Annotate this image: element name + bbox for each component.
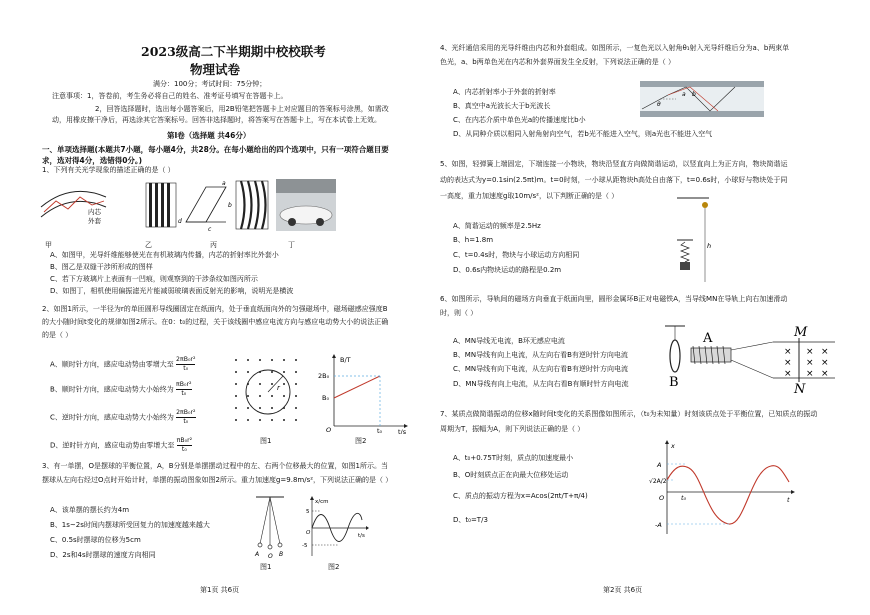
field-dot xyxy=(283,395,285,397)
q2-fig2-caption: 图2 xyxy=(355,437,367,445)
q5-h-label: h xyxy=(707,242,712,250)
field-dot xyxy=(271,359,273,361)
q4-option-a: A、内芯折射率小于外套的折射率 xyxy=(453,88,556,96)
q3-option-d: D、2s和4s时摆球的速度方向相同 xyxy=(50,551,156,559)
q2-option-b-num: πB₀r² xyxy=(176,381,192,388)
q7-sqrt2-label: √2A/2 xyxy=(649,478,667,485)
q3-stem-2: 摆球从左向右经过O点时开始计时，单摆的振动图象如图2所示。重力加速度g=9.8m/s²，下列说法正确的是（ ） xyxy=(42,476,393,484)
q7-t-label: t xyxy=(787,496,790,504)
q2-option-a-num: 2πB₀r² xyxy=(176,356,196,363)
field-dot xyxy=(271,407,273,409)
q7-option-b: B、O时刻质点正在向最大位移处运动 xyxy=(453,471,569,479)
field-dot xyxy=(235,359,237,361)
curved-fringe-figure xyxy=(236,181,268,229)
q2-option-d-label: D、逆时针方向，感应电动势由零增大至 xyxy=(50,441,175,450)
field-dot xyxy=(295,419,297,421)
q7-stem-2: 周期为T，振幅为A，则下列说法正确的是（ ） xyxy=(440,425,585,433)
q2-stem-2: 的大小随时间t变化的规律如图2所示。在0：t₀的过程，关于该线圈中感应电流方向与感应电动势大小的说法正确 xyxy=(42,318,389,326)
q7-negA-label: -A xyxy=(655,521,662,529)
label-d: d xyxy=(178,218,182,225)
field-dot xyxy=(259,383,261,385)
q4-label-b: b xyxy=(692,91,696,98)
q2-option-c-num: 2πB₀r² xyxy=(176,409,196,416)
q3-option-b: B、1s~2s时间内摆球所受回复力的加速度越来越大 xyxy=(50,521,210,529)
q6-option-b: B、MN导线有向上电流，从左向右看B有逆时针方向电流 xyxy=(453,351,628,359)
exam-title: 2023级高二下半期期中校校联考 xyxy=(141,44,326,59)
fiber-figure xyxy=(41,191,106,225)
q4-stem-1: 4、光纤通信采用的光导纤维由内芯和外套组成。如图所示，一复色光以入射角θ₁射入光导纤维后分为a、b两束单 xyxy=(440,44,790,52)
q2-option-b xyxy=(50,381,192,398)
field-dot xyxy=(295,371,297,373)
exam-meta: 满分：100分；考试时间：75分钟； xyxy=(153,80,267,88)
q4-option-d: D、从同种介质以相同入射角射向空气，若b光不能进入空气，则a光也不能进入空气 xyxy=(453,130,713,138)
q3-fig1-caption: 图1 xyxy=(260,563,272,571)
cross: × xyxy=(821,358,829,368)
q6-option-a: A、MN导线无电流，B环无感应电流 xyxy=(453,337,565,345)
q7-x-label: x xyxy=(671,442,675,450)
q2-fig2-y-hi: 2B₀ xyxy=(318,372,330,380)
q5-option-c: C、t=0.4s时，物块与小球运动方向相同 xyxy=(453,251,580,259)
q3-fig2-origin: O xyxy=(306,530,311,536)
q3-figure-1 xyxy=(252,494,288,560)
q2-fig2-xlabel: t/s xyxy=(398,428,407,434)
q2-figure-1 xyxy=(228,352,308,432)
q1-option-d: D、如图丁，相机使用偏振滤光片能减弱玻璃表面反射光的影响，说明光是横波 xyxy=(50,287,294,295)
q1-caption-bing: 丙 xyxy=(210,241,217,249)
q1-stem: 1、下列有关光学现象的描述正确的是（ ） xyxy=(42,166,175,174)
q3-stem-1: 3、有一单摆，O是摆球的平衡位置，A，B分别是单摆摆动过程中的左、右两个位移最大的位置，如图1所示。当 xyxy=(42,462,389,470)
cross: × xyxy=(784,347,792,357)
q7-option-d: D、t₀=T/3 xyxy=(453,516,488,524)
cross: × xyxy=(821,347,829,357)
field-dot xyxy=(283,419,285,421)
q6-A-label: A xyxy=(703,331,713,346)
q7-option-c: C、质点的振动方程为x=Acos(2πt/T+π/4) xyxy=(453,492,588,500)
q2-option-b-fraction xyxy=(176,381,191,398)
q7-stem-1: 7、某质点做简谐振动的位移x随时间t变化的关系图像如图所示，（t₀为未知量）时刻该质点处于平衡位置，已知质点的振动 xyxy=(440,410,818,418)
q3-fig2-xlabel: t/s xyxy=(358,533,365,539)
field-dot xyxy=(235,371,237,373)
q2-option-d-num: πB₀r² xyxy=(176,437,193,444)
q1-caption-yi: 乙 xyxy=(145,241,152,249)
q3-fig1-O: O xyxy=(268,553,273,560)
q7-O-label: O xyxy=(659,494,665,502)
q2-option-b-label: B、顺时针方向，感应电动势大小始终为 xyxy=(50,385,174,394)
q6-B-label: B xyxy=(669,375,679,390)
field-dot xyxy=(271,395,273,397)
q3-fig1-B: B xyxy=(279,551,284,558)
field-dot xyxy=(259,359,261,361)
q2-stem-1: 2、如图1所示，一半径为r的单匝圆形导线圈固定在纸面内，处于垂直纸面向外的匀强磁场中，磁场磁感应强度B xyxy=(42,305,388,313)
cross: × xyxy=(784,358,792,368)
q6-M-label: M xyxy=(794,325,808,340)
q5-stem-1: 5、如图，轻弹簧上端固定，下端连接一小物块，物块沿竖直方向做简谐运动，以竖直向上为正方向，物块简谐运 xyxy=(440,160,788,168)
q3-sine-curve xyxy=(312,513,362,541)
label-b: b xyxy=(228,202,232,209)
field-dot xyxy=(247,407,249,409)
field-dot xyxy=(295,383,297,385)
car-photo xyxy=(276,179,336,231)
footer-left: 第1页 共6页 xyxy=(200,586,240,594)
field-dot xyxy=(271,383,273,385)
q3-fig2-caption: 图2 xyxy=(328,563,340,571)
q6-field-crosses xyxy=(784,347,829,379)
field-dot xyxy=(271,419,273,421)
q1-caption-ding: 丁 xyxy=(288,241,295,249)
note-1: 注意事项：1，答卷前，考生务必将自己的姓名、准考证号填写在答题卡上。 xyxy=(52,92,288,100)
q4-option-b: B、真空中a光波长大于b光波长 xyxy=(453,102,551,110)
field-dot xyxy=(235,419,237,421)
q2-fig2-x-tick: t₀ xyxy=(377,427,383,434)
field-dot xyxy=(259,395,261,397)
q1-option-c: C、若下方玻璃片上表面有一凹痕，则观察到的干涉条纹如图丙所示 xyxy=(50,275,258,283)
q7-figure xyxy=(645,440,795,536)
q2-fig2-ylabel: B/T xyxy=(340,356,351,364)
field-dot xyxy=(271,371,273,373)
fiber-outer-label: 外套 xyxy=(88,217,101,225)
cross: × xyxy=(784,369,792,379)
q2-option-b-den: t₀ xyxy=(181,390,187,397)
q5-option-a: A、简谐运动的频率是2.5Hz xyxy=(453,222,541,230)
q1-option-a: A、如图甲，光导纤维能够使光在有机玻璃内传播，内芯的折射率比外套小 xyxy=(50,251,279,259)
q4-stem-2: 色光，a、b两单色光在内芯和外套界面发生全反射，下列说法正确的是（ ） xyxy=(440,58,675,66)
field-dot xyxy=(235,407,237,409)
q2-option-c-label: C、逆时针方向，感应电动势大小始终为 xyxy=(50,413,174,422)
q3-fig1-A: A xyxy=(255,551,260,558)
field-dot xyxy=(247,395,249,397)
q3-fig2-y-hi: 5 xyxy=(306,509,310,515)
field-dot xyxy=(247,359,249,361)
q6-option-c: C、MN导线有向下电流，从左向右看B有逆时针方向电流 xyxy=(453,365,628,373)
q2-option-c xyxy=(50,409,196,426)
q2-fig2-y-lo: B₀ xyxy=(322,394,330,402)
q2-option-d xyxy=(50,437,192,454)
q7-A-label: A xyxy=(657,461,662,469)
q2-option-a xyxy=(50,356,195,373)
q6-figure xyxy=(663,320,839,394)
q3-figure-2 xyxy=(302,496,370,560)
page-right xyxy=(435,0,870,615)
field-dot xyxy=(247,371,249,373)
q5-figure xyxy=(675,196,715,292)
q2-figure-2 xyxy=(318,354,410,434)
section-a-line1: 一、单项选择题(本题共7小题，每小题4分，共28分。在每小题给出的四个选项中，只有一项符合题目要 xyxy=(42,145,389,154)
q5-stem-2: 动的表达式为y=0.1sin(2.5πt)m。t=0时刻，一小球从距物块h高处自由落下，t=0.6s时，小球好与物块处于同 xyxy=(440,176,788,184)
cross: × xyxy=(806,369,814,379)
label-c: c xyxy=(208,226,212,233)
q4-theta: θ xyxy=(657,101,661,108)
q3-fig2-y-lo: -5 xyxy=(302,543,308,549)
q3-fig2-ylabel: x/cm xyxy=(315,499,329,505)
exam-subtitle: 物理试卷 xyxy=(190,62,241,77)
note-2b: 动，用橡皮擦干净后，再选涂其它答案标号。回答非选择题时，将答案写在答题卡上，写在本试卷上无效。 xyxy=(52,116,381,124)
q2-fig1-caption: 图1 xyxy=(260,437,272,445)
q2-b-line xyxy=(334,376,380,398)
q1-figures xyxy=(36,177,336,239)
field-dot xyxy=(259,407,261,409)
field-dot xyxy=(295,395,297,397)
field-dot xyxy=(283,359,285,361)
q3-option-a: A、该单摆的摆长约为4m xyxy=(50,506,130,514)
q7-option-a: A、t₀+0.75T时刻，质点的加速度最小 xyxy=(453,454,574,462)
q7-t0-label: t₀ xyxy=(681,494,687,502)
cross: × xyxy=(806,347,814,357)
field-dot xyxy=(283,383,285,385)
q2-option-c-fraction xyxy=(176,409,195,426)
q2-option-a-label: A、顺时针方向，感应电动势由零增大至 xyxy=(50,360,174,369)
q4-label-a: a xyxy=(682,91,686,98)
q2-option-a-den: t₀ xyxy=(183,365,189,372)
q2-option-d-den: t₀ xyxy=(181,446,187,453)
q5-option-d: D、0.6s内物块运动的路程是0.2m xyxy=(453,266,562,274)
q6-stem-2: 时，则（ ） xyxy=(440,309,478,317)
field-dot xyxy=(247,419,249,421)
q4-figure xyxy=(640,75,765,123)
label-a: a xyxy=(222,180,226,187)
q2-option-c-den: t₀ xyxy=(183,418,189,425)
q2-option-a-fraction xyxy=(176,356,195,373)
section-a-line2: 求，选对得4分，选错得0分。) xyxy=(42,156,143,165)
q4-option-c: C、在内芯介质中单色光a的传播速度比b小 xyxy=(453,116,586,124)
field-dot xyxy=(259,419,261,421)
q5-option-b: B、h=1.8m xyxy=(453,236,494,244)
fiber-inner-label: 内芯 xyxy=(88,208,101,216)
field-dot xyxy=(295,407,297,409)
q2-fig2-origin: O xyxy=(326,426,332,434)
q6-N-label: N xyxy=(794,382,806,394)
q6-option-d: D、MN导线有向上电流，从左向右看B有顺时针方向电流 xyxy=(453,380,629,388)
q1-caption-jia: 甲 xyxy=(45,241,52,249)
footer-right: 第2页 共6页 xyxy=(603,586,643,594)
q3-option-c: C、0.5s时摆球的位移为5cm xyxy=(50,536,141,544)
part1-heading: 第I卷（选择题 共46分） xyxy=(167,131,251,140)
q2-stem-3: 的是（ ） xyxy=(42,331,73,339)
q1-option-b: B、图乙是双缝干涉所形成的图样 xyxy=(50,263,153,271)
cross: × xyxy=(806,358,814,368)
fringe-figure xyxy=(146,183,176,227)
q5-stem-3: 一高度，重力加速度g取10m/s²，以下判断正确的是（ ） xyxy=(440,192,619,200)
field-dot xyxy=(235,395,237,397)
field-dot xyxy=(235,383,237,385)
cross: × xyxy=(821,369,829,379)
field-dot xyxy=(295,359,297,361)
q2-option-d-fraction xyxy=(177,437,192,454)
q6-stem-1: 6、如图所示，导轨间的磁场方向垂直于纸面向里，圆形金属环B正对电磁铁A，当导线MN在导轨上向右加速滑动 xyxy=(440,295,788,303)
field-dot xyxy=(283,371,285,373)
note-2a: 2，回答选择题时，选出每小题答案后，用2B铅笔把答题卡上对应题目的答案标号涂黑，如需改 xyxy=(95,105,389,113)
q2-fig1-r: r xyxy=(277,384,280,392)
wedge-figure xyxy=(178,180,232,233)
